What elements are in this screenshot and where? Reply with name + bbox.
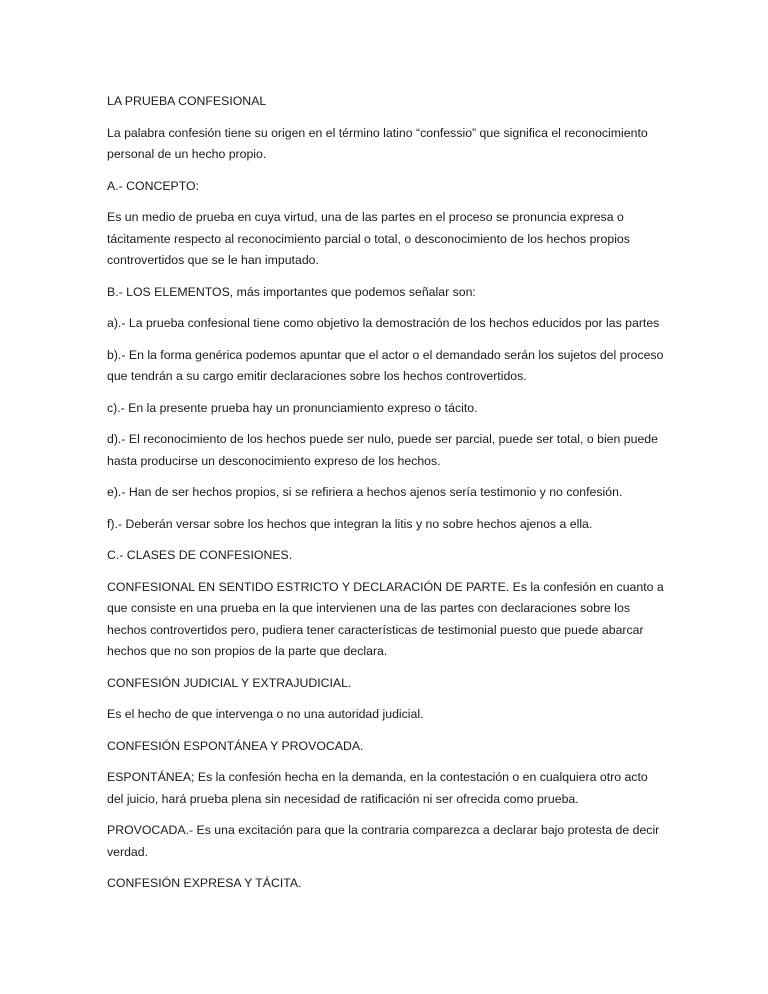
list-item-d: d).- El reconocimiento de los hechos puede ser nulo, puede ser parcial, puede ser total, o bien puede hasta producirse un desconocimiento expreso de los hechos.: [107, 432, 658, 468]
document-title: LA PRUEBA CONFESIONAL: [107, 94, 267, 108]
list-item-a: a).- La prueba confesional tiene como objetivo la demostración de los hechos educidos por las partes: [107, 316, 660, 330]
paragraph-intro: La palabra confesión tiene su origen en el término latino “confessio” que significa el reconocimiento personal de un hecho propio.: [107, 125, 648, 161]
paragraph-concepto: Es un medio de prueba en cuya virtud, una de las partes en el proceso se pronuncia expresa o tácitamente respecto al reconocimiento parcial o total, o desconocimiento de los hechos propios controvertidos que se le han imputado.: [107, 210, 630, 267]
paragraph-provocada: PROVOCADA.- Es una excitación para que la contraria comparezca a declarar bajo protesta de decir verdad.: [107, 823, 660, 859]
section-heading-elementos: B.- LOS ELEMENTOS, más importantes que podemos señalar son:: [107, 284, 476, 299]
subheading-judicial: CONFESIÓN JUDICIAL Y EXTRAJUDICIAL.: [107, 675, 352, 690]
paragraph-confesional-estricto: CONFESIONAL EN SENTIDO ESTRICTO Y DECLARACIÓN DE PARTE. Es la confesión en cuanto a que consiste en una prueba en la que intervienen una de las partes con declaraciones sobre los hechos controvertidos pero, pudiera tener características de testimonial puesto que puede abarcar hechos que no son propios de la parte que declara.: [107, 579, 664, 658]
list-item-c: c).- En la presente prueba hay un pronunciamiento expreso o tácito.: [107, 400, 478, 415]
section-heading-clases: C.- CLASES DE CONFESIONES.: [107, 548, 293, 562]
paragraph-espontanea: ESPONTÁNEA; Es la confesión hecha en la demanda, en la contestación o en cualquiera otro acto del juicio, hará prueba plena sin necesidad de ratificación ni ser ofrecida como prueba.: [107, 770, 648, 806]
section-heading-concepto: A.- CONCEPTO:: [107, 178, 200, 193]
subheading-espontanea: CONFESIÓN ESPONTÁNEA Y PROVOCADA.: [107, 738, 364, 753]
paragraph-judicial: Es el hecho de que intervenga o no una autoridad judicial.: [107, 707, 424, 721]
document-body: [107, 91, 667, 905]
list-item-e: e).- Han de ser hechos propios, si se refiriera a hechos ajenos sería testimonio y no confesión.: [107, 485, 623, 499]
list-item-f: f).- Deberán versar sobre los hechos que integran la litis y no sobre hechos ajenos a ella.: [107, 516, 593, 531]
list-item-b: b).- En la forma genérica podemos apuntar que el actor o el demandado serán los sujetos del proceso que tendrán a su cargo emitir declaraciones sobre los hechos controvertidos.: [107, 347, 664, 383]
subheading-expresa: CONFESIÓN EXPRESA Y TÁCITA.: [107, 876, 302, 890]
